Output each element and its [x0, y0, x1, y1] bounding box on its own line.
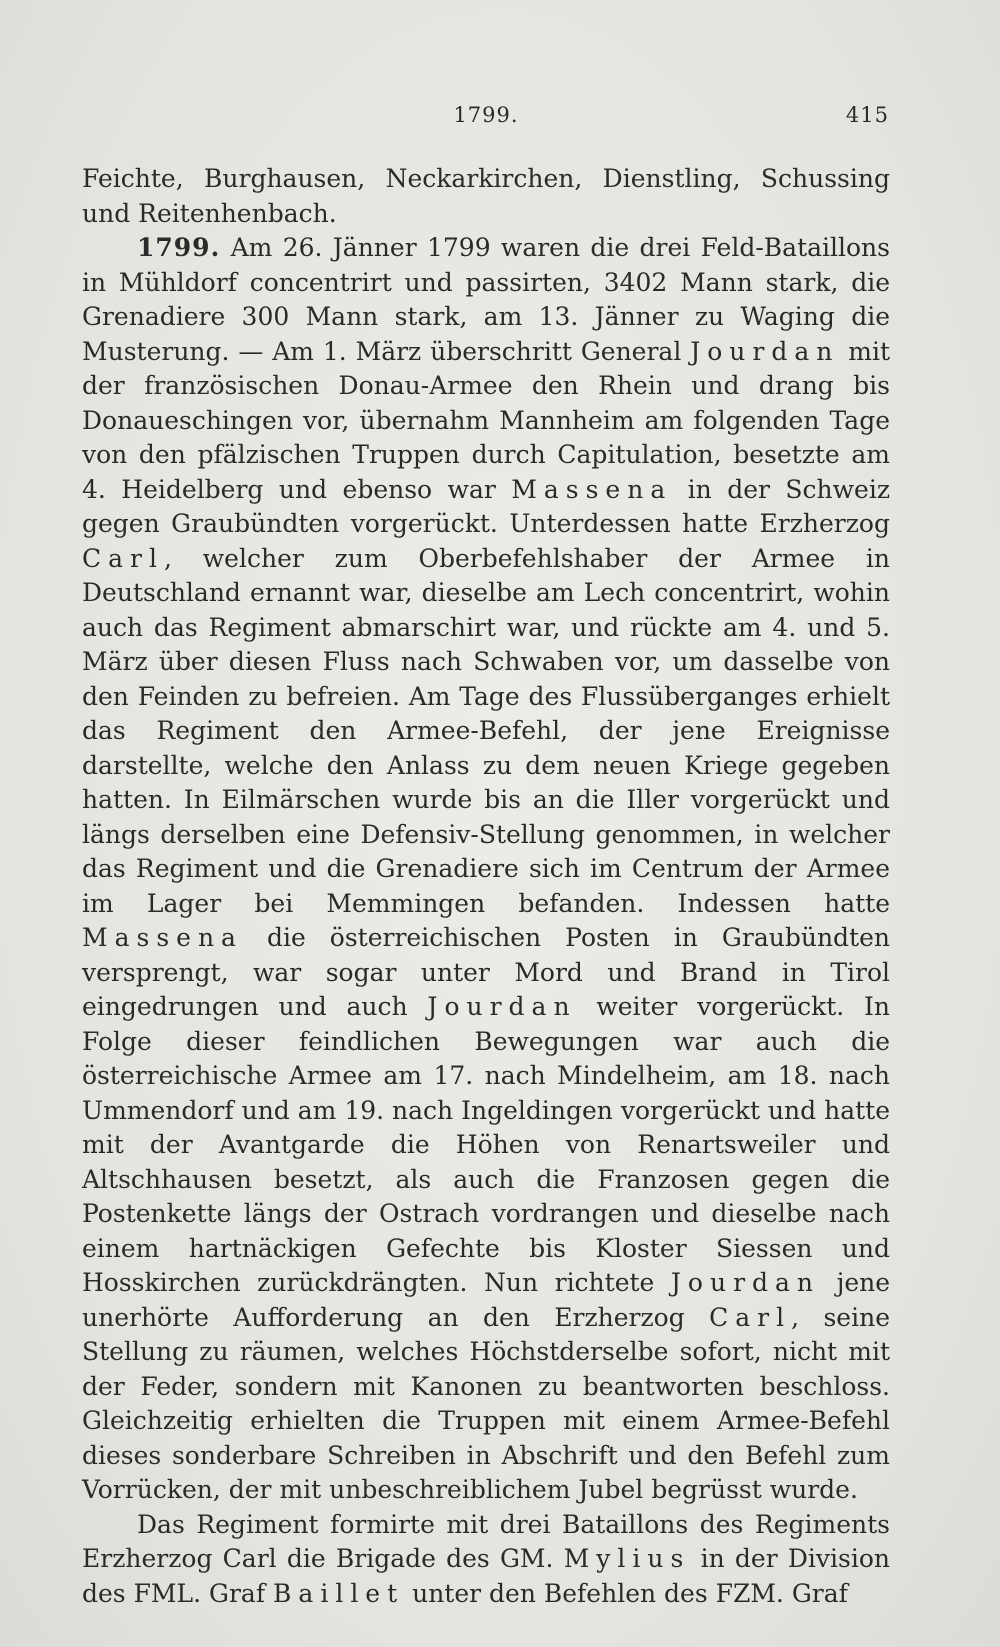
paragraph-3: [82, 1508, 890, 1612]
name-carl: Carl: [709, 1302, 792, 1332]
name-jourdan: Jourdan: [670, 1268, 821, 1297]
text-run: jene unerhörte Aufforderung an den Erzherzog: [82, 1268, 891, 1332]
text-run: unter den Befehlen des FZM. Graf: [404, 1578, 848, 1608]
header-year: 1799.: [453, 103, 519, 127]
page-number: 415: [845, 103, 889, 127]
name-baillet: Baillet: [273, 1578, 405, 1608]
text-run: Das Regiment formirte mit drei Bataillons des Regiments Erzherzog Carl die Brigade des GM.: [82, 1509, 890, 1573]
running-head: [83, 103, 889, 133]
text-run: , seine Stellung zu räumen, welches Höchstderselbe sofort, nicht mit der Feder, sondern mit Kanonen zu beantworten beschloss. Gleichzeitig erhielten die Truppen mit einem Armee-Befehl dieses sonderbare Schreiben in Abschrift und den Befehl zum Vorrücken, der mit unbeschreiblichem Jubel begrüsst wurde.: [82, 1302, 890, 1504]
paragraph-1-text: Feichte, Burghausen, Neckarkirchen, Dienstling, Schussing und Reitenhenbach.: [82, 164, 890, 228]
text-run: mit der französischen Donau-Armee den Rhein und drang bis Donaueschingen vor, übernahm Mannheim am folgenden Tage von den pfälzischen Truppen durch Capitulation, besetzte am 4. Heidelberg und ebenso war: [82, 336, 890, 504]
body-text: [82, 162, 890, 1611]
name-massena: Massena: [82, 923, 243, 952]
paragraph-2: [82, 231, 890, 1508]
name-jourdan: Jourdan: [427, 992, 577, 1021]
name-jourdan: Jourdan: [690, 336, 840, 366]
text-run: in der Division des FML. Graf: [82, 1544, 890, 1608]
name-mylius: Mylius: [563, 1544, 691, 1573]
text-run: die österreichischen Posten in Graubündten versprengt, war sogar unter Mord und Brand in Tirol eingedrungen und auch: [82, 923, 890, 1021]
name-carl: Carl: [82, 543, 164, 573]
text-run: , welcher zum Oberbefehlshaber der Armee in Deutschland ernannt war, dieselbe am Lech concentrirt, wohin auch das Regiment abmarschirt war, und rückte am 4. und 5. März über diesen Fluss nach Schwaben vor, um dasselbe von den Feinden zu befreien. Am Tage des Flussüberganges erhielt das Regiment den Armee-Befehl, der jene Ereignisse darstellte, welche den Anlass zu dem neuen Kriege gegeben hatten. In Eilmärschen wurde bis an die Iller vorgerückt und längs derselben eine Defensiv-Stellung genommen, in welcher das Regiment und die Grenadiere sich im Centrum der Armee im Lager bei Memmingen befanden. Indessen hatte: [82, 543, 890, 918]
year-lead: 1799.: [137, 233, 221, 262]
text-run: weiter vorgerückt. In Folge dieser feindlichen Bewegungen war auch die österreichische Armee am 17. nach Mindelheim, am 18. nach Ummendorf und am 19. nach Ingeldingen vorgerückt und hatte mit der Avantgarde die Höhen von Renartsweiler und Altschhausen besetzt, als auch die Franzosen gegen die Postenkette längs der Ostrach vordrangen und dieselbe nach einem hartnäckigen Gefechte bis Kloster Siessen und Hosskirchen zurückdrängten. Nun richtete: [82, 992, 890, 1297]
paragraph-1: [82, 162, 890, 231]
text-run: Am 26. Jänner 1799 waren die drei Feld-Bataillons in Mühldorf concentrirt und passirten, 3402 Mann stark, die Grenadiere 300 Mann stark, am 13. Jänner zu Waging die Musterung. — Am 1. März überschritt General: [82, 233, 890, 366]
name-massena: Massena: [511, 474, 673, 504]
text-run: in der Schweiz gegen Graubündten vorgerückt. Unterdessen hatte Erzherzog: [82, 474, 891, 538]
